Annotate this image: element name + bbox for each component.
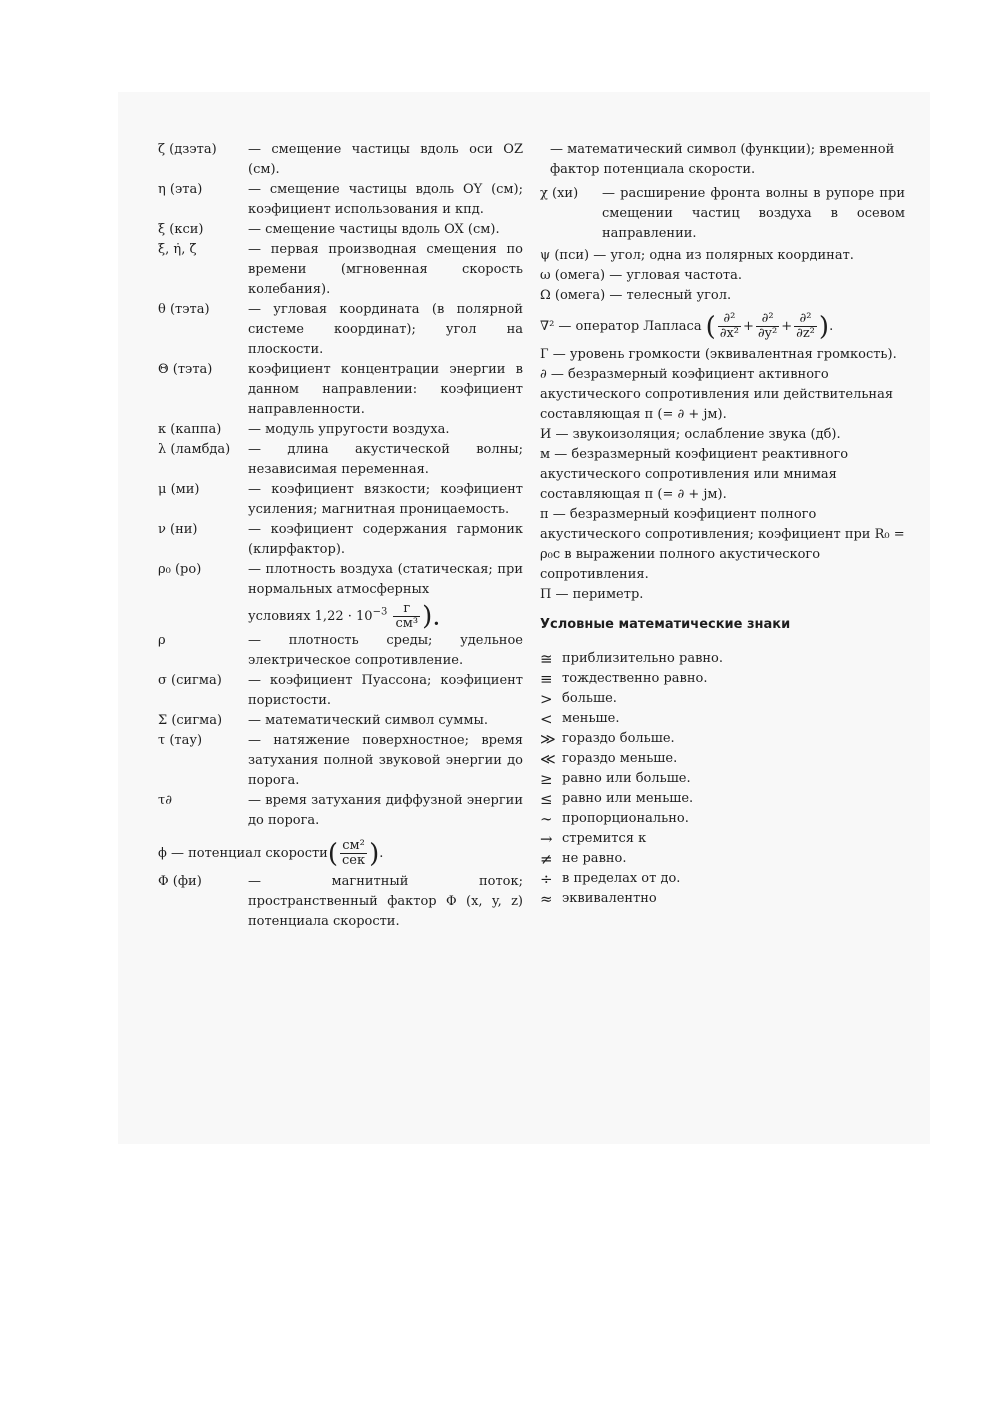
math-symbol: ≡ bbox=[540, 670, 553, 688]
definition: — угловая координата (в полярной системе координат); угол на плоскости. bbox=[248, 302, 523, 357]
fraction-denominator: ∂x² bbox=[719, 326, 740, 341]
fraction-numerator: ∂² bbox=[756, 312, 779, 327]
math-symbol: ≫ bbox=[540, 730, 556, 748]
math-sign-item bbox=[540, 689, 905, 709]
end-dot: . bbox=[379, 845, 384, 861]
math-sign-item bbox=[540, 849, 905, 869]
math-sign-item bbox=[540, 889, 905, 909]
math-meaning: равно или больше. bbox=[562, 771, 691, 786]
math-sign-item bbox=[540, 749, 905, 769]
fraction-denominator: см³ bbox=[395, 616, 419, 631]
math-symbol: → bbox=[540, 830, 553, 848]
math-symbol: ∼ bbox=[540, 810, 553, 828]
laplace-term bbox=[718, 312, 741, 341]
definition: — длина акустической волны; независимая переменная. bbox=[248, 442, 523, 477]
math-symbol: ≠ bbox=[540, 850, 553, 868]
symbol: ρ bbox=[158, 633, 166, 648]
math-sign-item bbox=[540, 669, 905, 689]
definition-entry bbox=[158, 300, 523, 360]
definition-entry bbox=[158, 671, 523, 711]
definition-entry: м — безразмерный коэфициент реактивного акустического сопротивления или мнимая составляющая п (= ∂ + jм). bbox=[540, 447, 849, 502]
symbol: ν (ни) bbox=[158, 522, 198, 537]
velocity-potential-entry bbox=[158, 839, 523, 868]
definition-entry-Phi bbox=[158, 872, 523, 932]
symbol: ξ̇, η̇, ζ̇ bbox=[158, 242, 197, 257]
plus-sign: + bbox=[781, 318, 793, 334]
math-meaning: приблизительно равно. bbox=[562, 651, 724, 666]
math-signs-heading: Условные математические знаки bbox=[540, 617, 791, 632]
definition-entry bbox=[158, 440, 523, 480]
math-sign-item bbox=[540, 869, 905, 889]
definition-entry bbox=[158, 420, 523, 440]
math-sign-item bbox=[540, 789, 905, 809]
math-meaning: стремится к bbox=[562, 831, 647, 846]
definition-text: — плотность воздуха (статическая; при нормальных атмосферных bbox=[248, 562, 523, 597]
laplace-label: ∇² — оператор Лапласа bbox=[540, 318, 702, 334]
math-symbol: ≤ bbox=[540, 790, 553, 808]
plus-sign: + bbox=[743, 318, 754, 334]
definition-entry bbox=[158, 631, 523, 671]
math-meaning: в пределах от до. bbox=[562, 871, 681, 886]
definition-entry: П — периметр. bbox=[540, 587, 644, 602]
math-meaning: тождественно равно. bbox=[562, 671, 708, 686]
fraction-numerator: ∂² bbox=[794, 312, 817, 327]
math-sign-item bbox=[540, 829, 905, 849]
definition-entry bbox=[158, 220, 523, 240]
laplace-term bbox=[794, 312, 817, 341]
definition: — коэфициент Пуассона; коэфициент пористости. bbox=[248, 673, 523, 708]
symbol: θ (тэта) bbox=[158, 302, 210, 317]
math-meaning: гораздо больше. bbox=[562, 731, 675, 746]
open-paren: ( bbox=[327, 838, 339, 869]
symbol: λ (ламбда) bbox=[158, 442, 231, 457]
velocity-unit-fraction bbox=[340, 839, 367, 868]
definition: — смещение частицы вдоль OY (см); коэфициент использования и кпд. bbox=[248, 182, 523, 217]
right-column bbox=[540, 140, 905, 909]
definition: — плотность среды; удельное электрическое сопротивление. bbox=[248, 633, 523, 668]
symbol: Θ (тэта) bbox=[158, 362, 213, 377]
math-meaning: не равно. bbox=[562, 851, 627, 866]
definition: — модуль упругости воздуха. bbox=[248, 422, 450, 437]
symbol: ζ (дзэта) bbox=[158, 142, 217, 157]
definition-entry: ω (омега) — угловая частота. bbox=[540, 268, 743, 283]
definition-entry-rho0 bbox=[158, 560, 523, 631]
definition: — натяжение поверхностное; время затухания полной звуковой энергии до порога. bbox=[248, 733, 523, 788]
symbol: Σ (сигма) bbox=[158, 713, 223, 728]
fraction-numerator: см² bbox=[340, 839, 367, 854]
definition-entry bbox=[158, 360, 523, 420]
math-sign-item bbox=[540, 649, 905, 669]
definition-entry bbox=[158, 731, 523, 791]
fraction-denominator: ∂y² bbox=[757, 326, 778, 341]
definition: — расширение фронта волны в рупоре при смещении частиц воздуха в осевом направлении. bbox=[602, 186, 905, 241]
definition bbox=[248, 560, 523, 631]
close-paren: ) bbox=[818, 311, 830, 342]
laplace-term bbox=[756, 312, 779, 341]
density-exponent: −3 bbox=[372, 606, 388, 618]
math-meaning: пропорционально. bbox=[562, 811, 689, 826]
math-meaning: равно или меньше. bbox=[562, 791, 694, 806]
closing-paren: ). bbox=[422, 601, 441, 632]
definition-entry bbox=[158, 480, 523, 520]
definition-entry bbox=[158, 711, 523, 731]
definition: — первая производная смещения по времени (мгновенная скорость колебания). bbox=[248, 242, 523, 297]
definition-entry: ψ (пси) — угол; одна из полярных координат. bbox=[540, 248, 854, 263]
symbol: η (эта) bbox=[158, 182, 203, 197]
fraction-numerator: ∂² bbox=[718, 312, 741, 327]
end-dot: . bbox=[829, 318, 834, 334]
density-value: условиях 1,22 · 10 bbox=[248, 609, 373, 624]
symbol: Φ (фи) bbox=[158, 874, 202, 889]
definition-entry bbox=[158, 240, 523, 300]
math-symbol: ≈ bbox=[540, 890, 553, 908]
math-symbol: ≥ bbox=[540, 770, 553, 788]
symbol: τ (тау) bbox=[158, 733, 203, 748]
definition-entry: Ω (омега) — телесный угол. bbox=[540, 288, 732, 303]
definition: коэфициент концентрации энергии в данном направлении: коэфициент направленности. bbox=[248, 362, 523, 417]
definition-entry: И — звукоизоляция; ослабление звука (дб). bbox=[540, 427, 841, 442]
math-meaning: эквивалентно bbox=[562, 891, 657, 906]
definition: — коэфициент вязкости; коэфициент усиления; магнитная проницаемость. bbox=[248, 482, 523, 517]
math-symbol: ÷ bbox=[540, 870, 553, 888]
definition-entry: ∂ — безразмерный коэфициент активного акустического сопротивления или действительная составляющая п (= ∂ + jм). bbox=[540, 367, 894, 422]
symbol: ξ (кси) bbox=[158, 222, 204, 237]
definition-entry bbox=[158, 140, 523, 180]
open-paren: ( bbox=[705, 311, 716, 342]
definition-entry bbox=[540, 184, 905, 244]
density-unit-fraction bbox=[393, 602, 420, 631]
definition-entry bbox=[158, 180, 523, 220]
definition-entry bbox=[158, 791, 523, 831]
definition: — время затухания диффузной энергии до порога. bbox=[248, 793, 523, 828]
symbol: σ (сигма) bbox=[158, 673, 222, 688]
math-sign-item bbox=[540, 729, 905, 749]
math-symbol: ≅ bbox=[540, 650, 553, 668]
symbol: κ (каппа) bbox=[158, 422, 222, 437]
fraction-numerator: г bbox=[393, 602, 420, 617]
math-sign-item bbox=[540, 709, 905, 729]
definition-entry: Г — уровень громкости (эквивалентная громкость). bbox=[540, 347, 897, 362]
symbol: μ (ми) bbox=[158, 482, 200, 497]
laplace-operator-entry bbox=[540, 312, 905, 341]
left-column bbox=[158, 140, 523, 932]
definition: — магнитный поток; пространственный фактор Φ (x, y, z) потенциала скорости. bbox=[248, 874, 523, 929]
math-symbol: < bbox=[540, 710, 553, 728]
definition: — смещение частицы вдоль оси OZ (см). bbox=[248, 142, 523, 177]
symbol: χ (хи) bbox=[540, 186, 579, 201]
math-meaning: меньше. bbox=[562, 711, 620, 726]
definition-entry: п — безразмерный коэфициент полного акустического сопротивления; коэфициент при R₀ = ρ₀c в выражении полного акустического сопротивления. bbox=[540, 507, 905, 582]
close-paren: ) bbox=[369, 838, 380, 869]
definition: — математический символ суммы. bbox=[248, 713, 488, 728]
math-symbol: ≪ bbox=[540, 750, 556, 768]
fraction-denominator: сек bbox=[342, 853, 366, 868]
math-sign-item bbox=[540, 809, 905, 829]
math-symbol: > bbox=[540, 690, 553, 708]
definition-entry: — математический символ (функции); временной фактор потенциала скорости. bbox=[550, 142, 895, 177]
fraction-denominator: ∂z² bbox=[796, 326, 815, 341]
math-sign-item bbox=[540, 769, 905, 789]
definition-entry bbox=[158, 520, 523, 560]
definition: — смещение частицы вдоль OX (см). bbox=[248, 222, 500, 237]
math-meaning: больше. bbox=[562, 691, 617, 706]
definition: — коэфициент содержания гармоник (клирфактор). bbox=[248, 522, 523, 557]
symbol: ρ₀ (ро) bbox=[158, 562, 202, 577]
velocity-potential-text: ϕ — потенциал скорости bbox=[158, 845, 328, 861]
symbol: τ∂ bbox=[158, 793, 172, 808]
math-meaning: гораздо меньше. bbox=[562, 751, 678, 766]
